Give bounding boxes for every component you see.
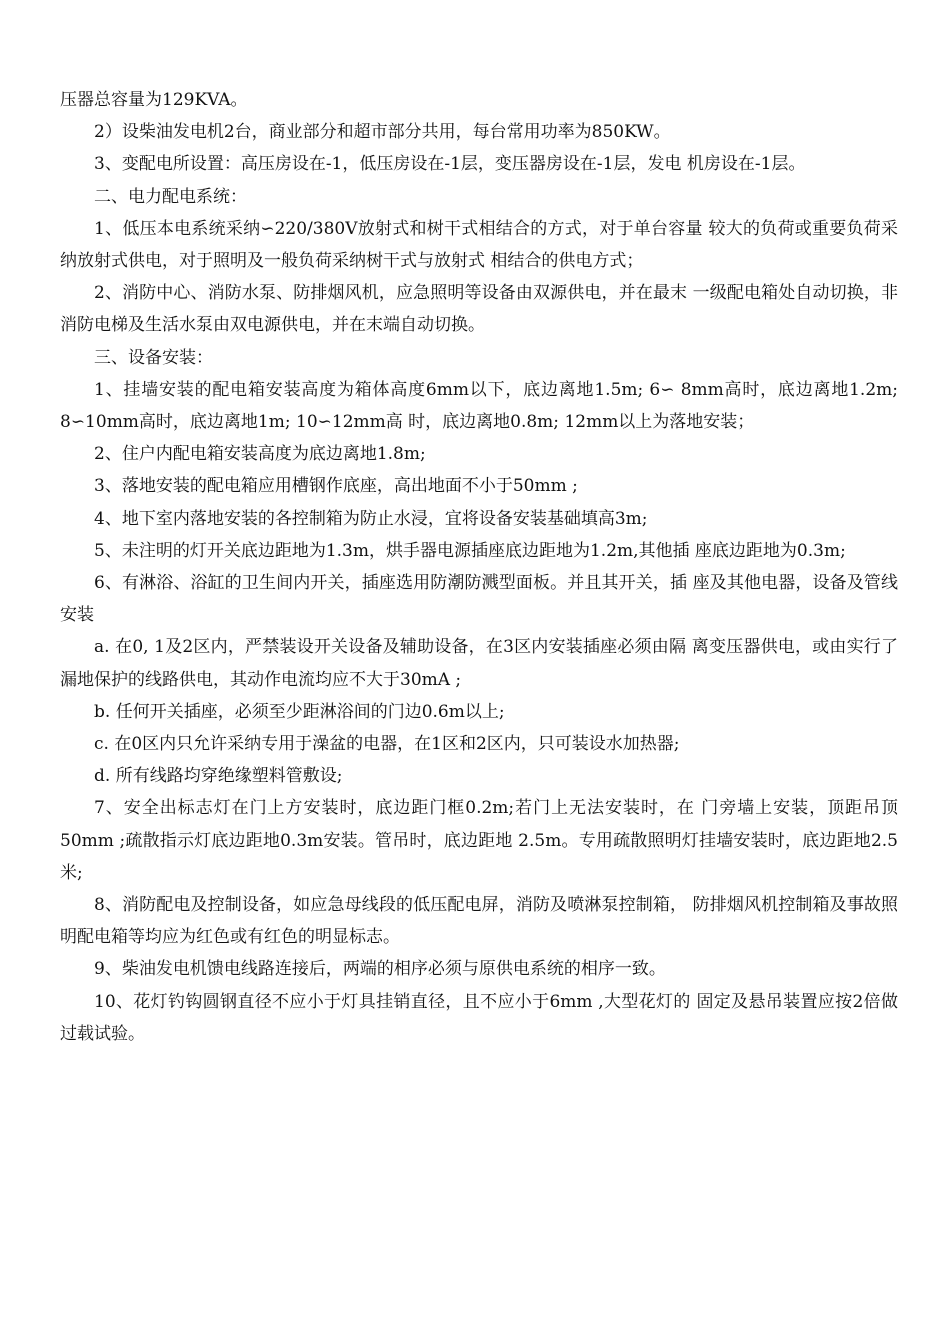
section-heading-power-distribution: 二、电力配电系统： (94, 186, 247, 207)
paragraph-exit-sign-lights: 7、安全出标志灯在门上方安装时，底边距门框0.2m;若门上无法安装时，在 门旁墙上安装，顶距吊顶50mm ;疏散指示灯底边距地0.3m安装。管吊时，底边距地 2.5m。专用疏散照明灯挂墙安装时，底边距地2.5米; (60, 798, 898, 883)
paragraph-diesel-generators: 2）设柴油发电机2台，商业部分和超市部分共用，每台常用功率为850KW。 (94, 122, 671, 143)
paragraph-wall-box-height: 1、挂墙安装的配电箱安装高度为箱体高度6mm以下，底边离地1.5m; 6∽ 8mm高时，底边离地1.2m; 8∽10mm高时，底边离地1m; 10∽12mm高 时，底边离地0.8m; 12mm以上为落地安装； (60, 379, 898, 433)
paragraph-substation-setup: 3、变配电所设置：高压房设在-1，低压房设在-1层，变压器房设在-1层，发电 机房设在-1层。 (94, 154, 806, 175)
paragraph-low-voltage-system: 1、低压本电系统采纳∽220/380V放射式和树干式相结合的方式，对于单台容量 较大的负荷或重要负荷采纳放射式供电，对于照明及一般负荷采纳树干式与放射式 相结合的供电方式； (60, 218, 898, 272)
paragraph-household-box-height: 2、住户内配电箱安装高度为底边离地1.8m; (94, 444, 426, 465)
paragraph-floor-box-base: 3、落地安装的配电箱应用槽钢作底座，高出地面不小于50mm ; (94, 476, 578, 497)
paragraph-phase-sequence: 9、柴油发电机馈电线路连接后，两端的相序必须与原供电系统的相序一致。 (94, 959, 666, 980)
paragraph-switch-socket-height: 5、未注明的灯开关底边距地为1.3m，烘手器电源插座底边距地为1.2m,其他插 座底边距地为0.3m; (94, 540, 846, 561)
paragraph-bathroom-switches: 6、有淋浴、浴缸的卫生间内开关，插座选用防潮防溅型面板。并且其开关，插 座及其他电器，设备及管线安装 (60, 573, 898, 626)
paragraph-dual-power-supply: 2、消防中心、消防水泵、防排烟风机，应急照明等设备由双源供电，并在最末 一级配电箱处自动切换，非消防电梯及生活水泵由双电源供电，并在末端自动切换。 (60, 283, 898, 336)
paragraph-fire-equipment-marking: 8、消防配电及控制设备，如应急母线段的低压配电屏，消防及喷淋泵控制箱， 防排烟风机控制箱及事故照明配电箱等均应为红色或有红色的明显标志。 (60, 895, 898, 948)
paragraph-transformer-capacity: 压器总容量为129KVA。 (60, 90, 248, 110)
document-page (60, 84, 898, 1050)
list-item-b: b. 任何开关插座，必须至少距淋浴间的门边0.6m以上; (94, 701, 505, 722)
list-item-c: c. 在0区内只允许采纳专用于澡盆的电器，在1区和2区内，只可装设水加热器; (94, 734, 680, 755)
paragraph-basement-control-box: 4、地下室内落地安装的各控制箱为防止水浸，宜将设备安装基础填高3m; (94, 508, 648, 529)
section-heading-equipment-installation: 三、设备安装： (94, 347, 213, 368)
list-item-d: d. 所有线路均穿绝缘塑料管敷设; (94, 766, 343, 787)
paragraph-chandelier-hook: 10、花灯钓钩圆钢直径不应小于灯具挂销直径，且不应小于6mm ,大型花灯的 固定及悬吊装置应按2倍做过载试验。 (60, 991, 898, 1044)
list-item-a: a. 在0, 1及2区内，严禁装设开关设备及辅助设备，在3区内安装插座必须由隔 离变压器供电，或由实行了漏地保护的线路供电，其动作电流均应不大于30mA ; (60, 637, 898, 690)
